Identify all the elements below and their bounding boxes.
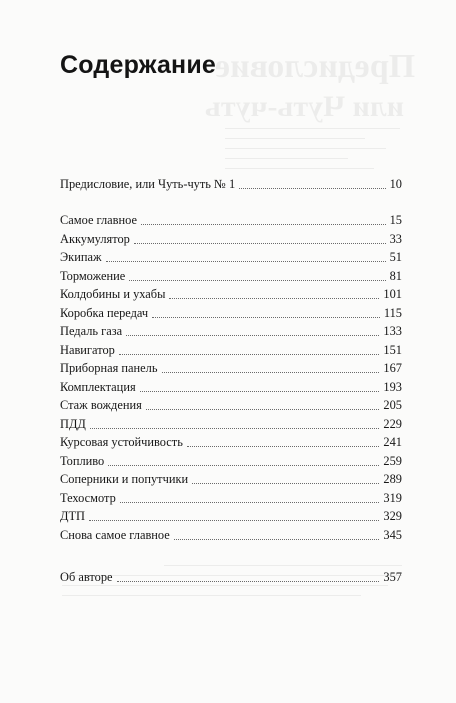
toc-entry-title: ДТП — [60, 509, 85, 523]
toc-entry-page: 15 — [389, 213, 402, 227]
toc-entry-page: 319 — [383, 490, 402, 505]
toc-entry-page: 33 — [389, 231, 402, 246]
toc-entry-page: 101 — [383, 287, 402, 301]
toc-entry-about-author[interactable] — [60, 568, 402, 585]
toc-entry[interactable] — [60, 489, 402, 506]
dot-leader — [90, 427, 380, 429]
dot-leader — [140, 390, 380, 392]
toc-entry[interactable] — [60, 304, 402, 321]
dot-leader — [108, 464, 379, 466]
toc-entry-page: 357 — [383, 570, 402, 584]
toc-entry-title: Самое главное — [60, 213, 138, 227]
toc-entry-title: Комплектация — [60, 379, 136, 394]
toc-entry[interactable] — [60, 507, 402, 524]
toc-entry-title: Об авторе — [60, 570, 113, 584]
dot-leader — [174, 538, 380, 540]
toc-entry[interactable] — [60, 341, 402, 358]
toc-entry-title: Предисловие, или Чуть-чуть № 1 — [60, 177, 236, 191]
dot-leader — [129, 279, 385, 281]
toc-entry-page: 167 — [383, 361, 402, 375]
toc-entry-title: Стаж вождения — [60, 398, 142, 412]
dot-leader — [146, 408, 380, 410]
dot-leader — [106, 260, 386, 262]
bleed-through-text: или Чуть-чуть — [205, 90, 405, 123]
toc-entry[interactable] — [60, 378, 402, 395]
toc-entry-title: Коробка передач — [60, 305, 149, 320]
toc-entry[interactable] — [60, 526, 402, 543]
toc-entry-page: 10 — [389, 177, 402, 191]
toc-entry-page: 205 — [383, 398, 402, 412]
dot-leader — [141, 223, 386, 225]
toc-entry-page: 345 — [383, 527, 402, 542]
toc-entry-title: Навигатор — [60, 342, 115, 357]
toc-entry-title: Экипаж — [60, 250, 102, 264]
toc-entry[interactable] — [60, 230, 402, 247]
toc-entry-page: 259 — [383, 453, 402, 468]
dot-leader — [120, 501, 380, 503]
toc-entry-page: 51 — [389, 250, 402, 264]
dot-leader — [192, 482, 379, 484]
dot-leader — [162, 371, 380, 373]
toc-entry-title: Педаль газа — [60, 324, 123, 338]
dot-leader — [134, 242, 386, 244]
toc-entry[interactable] — [60, 285, 402, 302]
toc-entry-page: 289 — [383, 472, 402, 486]
toc-entry[interactable] — [60, 470, 402, 487]
toc-entry-page: 329 — [383, 509, 402, 523]
toc-entry[interactable] — [60, 359, 402, 376]
dot-leader — [89, 519, 379, 521]
toc-entry-title: Снова самое главное — [60, 527, 170, 542]
toc-entry-page: 81 — [389, 268, 402, 283]
dot-leader — [152, 316, 380, 318]
toc-entry[interactable] — [60, 267, 402, 284]
toc-entry-page: 151 — [383, 342, 402, 357]
toc-entry-title: Техосмотр — [60, 490, 116, 505]
toc-entry-title: Курсовая устойчивость — [60, 435, 183, 449]
bleed-through-text: Предисловие — [215, 48, 416, 85]
toc-entry-title: Торможение — [60, 268, 126, 283]
toc-entry[interactable] — [60, 415, 402, 432]
dot-leader — [169, 297, 379, 299]
dot-leader — [187, 445, 380, 447]
toc-entry-title: ПДД — [60, 416, 86, 431]
toc-entry-title: Приборная панель — [60, 361, 158, 375]
toc-entry-page: 241 — [383, 435, 402, 449]
dot-leader — [126, 334, 379, 336]
bleed-through-lines — [225, 128, 400, 178]
toc-entry[interactable] — [60, 211, 402, 228]
toc-entry-title: Аккумулятор — [60, 231, 130, 246]
toc-entry-page: 193 — [383, 379, 402, 394]
toc-entry-preface[interactable] — [60, 175, 402, 192]
dot-leader — [239, 187, 385, 189]
toc-entry-title: Соперники и попутчики — [60, 472, 189, 486]
dot-leader — [117, 580, 380, 582]
toc-entry-page: 133 — [383, 324, 402, 338]
toc-entry[interactable] — [60, 396, 402, 413]
toc-entry-title: Колдобины и ухабы — [60, 287, 166, 301]
toc-entry-page: 115 — [383, 305, 402, 320]
toc-entry-title: Топливо — [60, 453, 105, 468]
page-title: Содержание — [60, 51, 217, 79]
toc-entry[interactable] — [60, 452, 402, 469]
dot-leader — [119, 353, 380, 355]
toc-entry[interactable] — [60, 322, 402, 339]
toc-entry[interactable] — [60, 248, 402, 265]
toc-entry-page: 229 — [383, 416, 402, 431]
toc-entry[interactable] — [60, 433, 402, 450]
